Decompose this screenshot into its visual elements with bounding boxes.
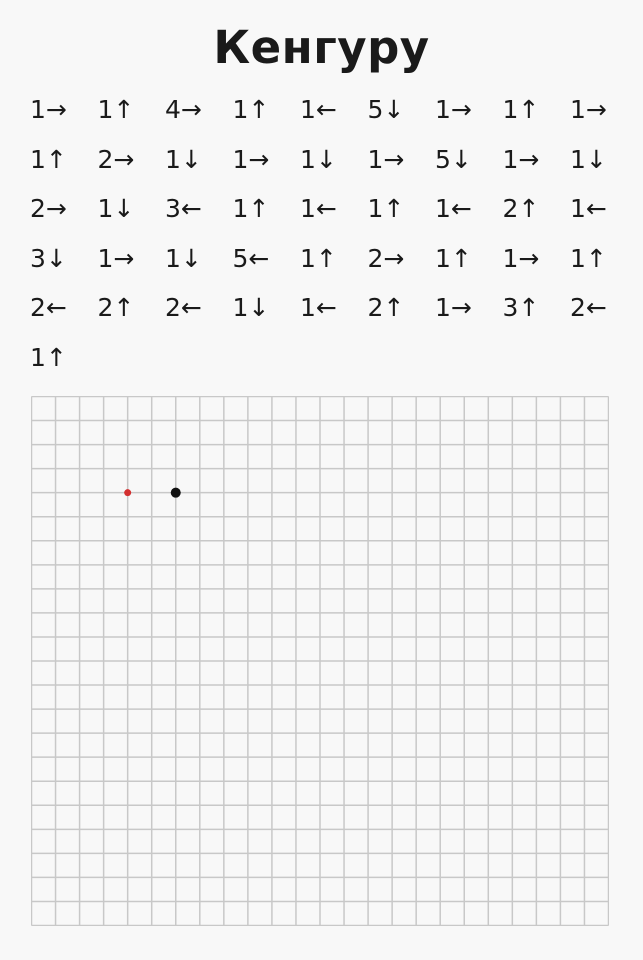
instruction-step: 3↑ <box>502 293 540 322</box>
instruction-step: 1→ <box>570 95 607 124</box>
instruction-step: 1↑ <box>97 95 135 124</box>
instruction-step: 2← <box>165 293 202 322</box>
instruction-step: 1→ <box>435 293 472 322</box>
instruction-step: 1→ <box>30 95 67 124</box>
instruction-step: 1→ <box>97 243 135 273</box>
instruction-step: 1↑ <box>232 95 270 124</box>
instruction-step: 1→ <box>435 95 472 124</box>
instruction-step: 1← <box>300 194 337 223</box>
instruction-step: 2↑ <box>367 293 405 322</box>
instruction-step: 1← <box>300 95 337 124</box>
instruction-step: 2↑ <box>502 194 540 223</box>
instruction-step: 1↑ <box>435 243 472 273</box>
instruction-step: 5↓ <box>435 144 472 174</box>
instruction-step: 1↓ <box>570 144 607 174</box>
instruction-step: 5← <box>232 243 270 273</box>
instruction-step: 1↓ <box>300 144 337 174</box>
instruction-step: 2↑ <box>97 293 135 322</box>
instruction-step: 3← <box>165 194 202 223</box>
instruction-step: 2→ <box>367 243 405 273</box>
grid-canvas[interactable] <box>31 396 609 926</box>
instruction-step: 1→ <box>232 144 270 174</box>
instruction-step: 1↑ <box>30 342 67 372</box>
instruction-step: 1↑ <box>367 194 405 223</box>
instruction-step: 5↓ <box>367 95 405 124</box>
instruction-step: 1↓ <box>165 243 202 273</box>
instruction-step: 1→ <box>367 144 405 174</box>
instruction-step: 1→ <box>502 243 540 273</box>
instruction-step: 1↑ <box>30 144 67 174</box>
instruction-step: 3↓ <box>30 243 67 273</box>
instruction-step: 1↓ <box>97 194 135 223</box>
instruction-step: 1← <box>435 194 472 223</box>
instruction-step: 1→ <box>502 144 540 174</box>
instruction-step: 1↑ <box>300 243 337 273</box>
instruction-step: 1← <box>300 293 337 322</box>
page-title: Кенгуру <box>213 21 430 74</box>
start-point-dot <box>124 489 131 496</box>
instruction-list <box>30 85 620 382</box>
instruction-step: 2← <box>570 293 607 322</box>
instruction-step: 1↓ <box>232 293 270 322</box>
drawing-grid[interactable] <box>31 396 609 926</box>
instruction-step: 1← <box>570 194 607 223</box>
instruction-step: 1↑ <box>570 243 607 273</box>
current-point-dot <box>171 488 181 498</box>
instruction-step: 1↓ <box>165 144 202 174</box>
instruction-step: 2← <box>30 293 67 322</box>
instruction-step: 2→ <box>97 144 135 174</box>
instruction-step: 1↑ <box>502 95 540 124</box>
instruction-step: 4→ <box>165 95 202 124</box>
instruction-step: 1↑ <box>232 194 270 223</box>
instruction-step: 2→ <box>30 194 67 223</box>
